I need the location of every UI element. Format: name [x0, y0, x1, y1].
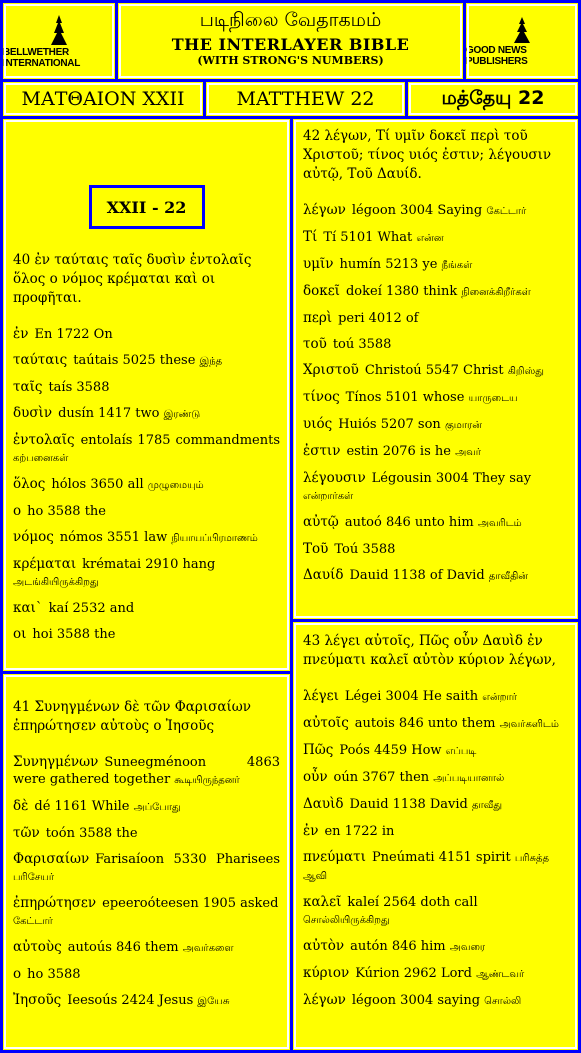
word-entry — [303, 362, 568, 380]
verse-43-entries — [303, 688, 568, 1010]
book-english: MATTHEW 22 — [206, 82, 405, 116]
tamil-gloss: கிறிஸ்து — [507, 366, 544, 377]
word-entry — [13, 992, 280, 1010]
word-entry — [13, 600, 280, 617]
word-entry — [303, 416, 568, 434]
greek-word: Δαυὶδ — [303, 796, 344, 812]
greek-word: κύριον — [303, 965, 350, 981]
transliteration-strongs-gloss: Kúrion 2962 Lord — [355, 966, 472, 981]
tamil-gloss: தாவீதின் — [488, 571, 528, 582]
word-entry — [13, 503, 280, 520]
word-entry — [303, 823, 568, 840]
greek-word: Φαρισαίων — [13, 851, 90, 867]
word-entry — [303, 965, 568, 983]
word-entry — [303, 514, 568, 532]
tamil-gloss: அப்போது — [133, 802, 181, 813]
transliteration-strongs-gloss: krématai 2910 hang — [82, 557, 216, 572]
word-entry — [13, 432, 280, 467]
word-entry — [303, 541, 568, 558]
good-news-logo — [466, 3, 578, 79]
transliteration-strongs-gloss: En 1722 On — [34, 327, 113, 342]
tamil-gloss: பரிசேயர் — [13, 872, 55, 883]
transliteration-strongs-gloss: Toú 3588 — [334, 542, 396, 557]
greek-word: λέγει — [303, 688, 339, 704]
greek-word: ταῖς — [13, 379, 43, 395]
verse-41-panel — [3, 674, 290, 1050]
word-entry — [303, 229, 568, 247]
verse-41-entries — [13, 754, 280, 1010]
word-entry — [303, 715, 568, 733]
greek-word: υμῖν — [303, 256, 334, 272]
verse-42-panel — [293, 119, 578, 619]
verse-40-panel — [3, 119, 290, 671]
book-greek: ΜΑΤΘΑΙΟΝ XXII — [3, 82, 203, 116]
transliteration-strongs-gloss: entolaís 1785 commandments — [80, 433, 280, 448]
word-entry — [13, 895, 280, 930]
transliteration-strongs-gloss: Poós 4459 How — [339, 743, 442, 758]
greek-word: τοῦ — [303, 336, 327, 352]
tamil-gloss: அவர் — [455, 447, 481, 458]
word-entry — [303, 796, 568, 814]
word-entry — [303, 567, 568, 585]
greek-word: Συνηγμένων — [13, 754, 99, 770]
greek-word: ο — [13, 966, 22, 982]
transliteration-strongs-gloss: Légousin 3004 They say — [371, 471, 532, 486]
greek-word: λέγουσιν — [303, 470, 366, 486]
tamil-gloss: எப்படி — [445, 746, 477, 757]
greek-word: δοκεῖ — [303, 283, 340, 299]
greek-word: ἐστιν — [303, 443, 341, 459]
word-entry — [303, 283, 568, 301]
greek-word: ἐντολαῖς — [13, 432, 75, 448]
greek-word: Τί — [303, 229, 318, 245]
transliteration-strongs-gloss: Suneegménoon 4863 were gathered together — [13, 755, 280, 787]
word-entry — [13, 825, 280, 842]
word-entry — [303, 470, 568, 505]
word-entry — [13, 476, 280, 494]
word-entry — [13, 939, 280, 957]
transliteration-strongs-gloss: Christoú 5547 Christ — [364, 363, 504, 378]
subtitle: (WITH STRONG'S NUMBERS) — [197, 54, 384, 67]
tamil-gloss: அவர்களை — [182, 943, 234, 954]
greek-word: δυσὶν — [13, 405, 53, 421]
greek-word: αὐτοὺς — [13, 939, 62, 955]
greek-word: αὐτοῖς — [303, 715, 349, 731]
transliteration-strongs-gloss: Pneúmati 4151 spirit — [371, 850, 511, 865]
greek-word: ἐν — [303, 823, 319, 839]
tamil-gloss: குமாரன் — [444, 420, 482, 431]
transliteration-strongs-gloss: autoó 846 unto him — [344, 515, 474, 530]
transliteration-strongs-gloss: Dauid 1138 David — [349, 797, 468, 812]
transliteration-strongs-gloss: Huiós 5207 son — [338, 417, 441, 432]
greek-word: ὅλος — [13, 476, 46, 492]
word-entry — [303, 443, 568, 461]
tamil-gloss: நினைக்கிறீர்கள் — [461, 287, 531, 298]
tamil-gloss: அவர்களிடம் — [499, 719, 559, 730]
chapter-label: XXII - 22 — [89, 185, 205, 229]
tamil-gloss: கேட்டார் — [13, 916, 53, 927]
transliteration-strongs-gloss: Légei 3004 He saith — [344, 689, 479, 704]
greek-word: αὐτῷ — [303, 514, 339, 530]
tamil-gloss: என்றார் — [482, 692, 517, 703]
greek-word: Ἰησοῦς — [13, 992, 62, 1008]
word-entry — [13, 352, 280, 370]
tamil-gloss: நியாயப்பிரமாணம் — [171, 533, 258, 544]
tamil-gloss: கற்பனைகள் — [13, 453, 69, 464]
tamil-gloss: அவரை — [449, 942, 486, 953]
word-entry — [13, 556, 280, 591]
word-entry — [13, 966, 280, 983]
verse-40-entries — [13, 326, 280, 643]
word-entry — [13, 754, 280, 789]
tamil-gloss: இயேசு — [197, 996, 230, 1007]
word-entry — [13, 798, 280, 816]
transliteration-strongs-gloss: Ieesoús 2424 Jesus — [67, 993, 194, 1008]
greek-word: περὶ — [303, 310, 333, 326]
tamil-gloss: யாருடைய — [468, 393, 518, 404]
verse-43-panel — [293, 622, 578, 1050]
greek-word: νόμος — [13, 529, 54, 545]
transliteration-strongs-gloss: peri 4012 of — [338, 311, 419, 326]
tamil-gloss: இந்த — [199, 356, 223, 367]
transliteration-strongs-gloss: dé 1161 While — [34, 799, 130, 814]
greek-word: αὐτὸν — [303, 938, 345, 954]
bellwether-logo — [3, 3, 115, 79]
good-news-emblem-icon — [507, 15, 537, 45]
transliteration-strongs-gloss: epeeroóteesen 1905 asked — [102, 896, 279, 911]
transliteration-strongs-gloss: oún 3767 then — [333, 770, 430, 785]
transliteration-strongs-gloss: Farisaíoon 5330 Pharisees — [95, 852, 280, 867]
transliteration-strongs-gloss: légoon 3004 saying — [351, 993, 481, 1008]
transliteration-strongs-gloss: Tínos 5101 whose — [345, 390, 465, 405]
word-entry — [13, 379, 280, 396]
word-entry — [13, 529, 280, 547]
verse-41-text: 41 Συνηγμένων δὲ τῶν Φαρισαίων ἐπηρώτησεν αὐτοὺς ο Ἰησοῦς — [13, 699, 251, 734]
transliteration-strongs-gloss: kaí 2532 and — [48, 601, 135, 616]
transliteration-strongs-gloss: autois 846 unto them — [354, 716, 496, 731]
word-entry — [303, 389, 568, 407]
transliteration-strongs-gloss: dusín 1417 two — [58, 406, 160, 421]
greek-word: τῶν — [13, 825, 40, 841]
transliteration-strongs-gloss: hólos 3650 all — [51, 477, 144, 492]
greek-word: Χριστοῦ — [303, 362, 359, 378]
word-entry — [303, 849, 568, 885]
greek-word: δὲ — [13, 798, 29, 814]
tamil-gloss: அவரிடம் — [477, 518, 522, 529]
word-entry — [13, 405, 280, 423]
word-entry — [303, 894, 568, 929]
transliteration-strongs-gloss: taís 3588 — [48, 380, 110, 395]
transliteration-strongs-gloss: dokeí 1380 think — [345, 284, 458, 299]
tamil-gloss: அடங்கியிருக்கிறது — [13, 577, 99, 588]
transliteration-strongs-gloss: Dauid 1138 of David — [349, 568, 485, 583]
greek-word: ἐν — [13, 326, 29, 342]
transliteration-strongs-gloss: en 1722 in — [324, 824, 395, 839]
greek-word: οι — [13, 626, 27, 642]
word-entry — [13, 626, 280, 643]
tamil-gloss: முழுமையும் — [147, 480, 204, 491]
word-entry — [303, 938, 568, 956]
tamil-gloss: என்றார்கள் — [303, 491, 354, 502]
word-entry — [13, 851, 280, 886]
title-block — [118, 3, 463, 79]
word-entry — [303, 256, 568, 274]
tamil-gloss: பரிசுத்த ஆவி — [303, 853, 550, 882]
tamil-gloss: கூடியிருந்தனர் — [174, 775, 240, 786]
left-logo-text: BELLWETHER INTERNATIONAL — [3, 47, 81, 69]
greek-word: καλεῖ — [303, 894, 342, 910]
transliteration-strongs-gloss: ho 3588 the — [27, 504, 106, 519]
verse-42-text: 42 λέγων, Τί υμῖν δοκεῖ περὶ τοῦ Χριστοῦ; τίνος υιός ἐστιν; λέγουσιν αὐτῷ, Τοῦ Δαυίδ. — [303, 128, 552, 182]
word-entry — [303, 336, 568, 353]
greek-word: ἐπηρώτησεν — [13, 895, 97, 911]
word-entry — [303, 688, 568, 706]
transliteration-strongs-gloss: taútais 5025 these — [73, 353, 196, 368]
greek-word: κρέμαται — [13, 556, 77, 572]
transliteration-strongs-gloss: légoon 3004 Saying — [351, 203, 483, 218]
greek-word: και` — [13, 600, 43, 616]
title-english: THE INTERLAYER BIBLE — [171, 35, 410, 54]
tamil-gloss: இரண்டு — [163, 409, 201, 420]
transliteration-strongs-gloss: toón 3588 the — [45, 826, 138, 841]
verse-43-text: 43 λέγει αὐτοῖς, Πῶς οὖν Δαυὶδ ἐν πνεύματι καλεῖ αὐτὸν κύριον λέγων, — [303, 633, 556, 668]
greek-word: λέγων — [303, 202, 346, 218]
tamil-gloss: கேட்டார் — [486, 206, 527, 217]
transliteration-strongs-gloss: humín 5213 ye — [339, 257, 438, 272]
tamil-gloss: நீங்கள் — [441, 260, 473, 271]
right-logo-text: GOOD NEWS PUBLISHERS — [466, 45, 528, 67]
greek-word: ο — [13, 503, 22, 519]
transliteration-strongs-gloss: autón 846 him — [350, 939, 446, 954]
transliteration-strongs-gloss: ho 3588 — [27, 967, 81, 982]
word-entry — [303, 310, 568, 327]
title-tamil: படிநிலை வேதாகமம் — [199, 9, 382, 31]
greek-word: υιός — [303, 416, 333, 432]
greek-word: ταύταις — [13, 352, 68, 368]
greek-word: λέγων — [303, 992, 346, 1008]
verse-42-entries — [303, 202, 568, 585]
transliteration-strongs-gloss: autoús 846 them — [67, 940, 179, 955]
tamil-gloss: ஆண்டவர் — [476, 969, 525, 980]
tamil-gloss: தாவீது — [472, 800, 502, 811]
book-tamil: மத்தேயு 22 — [408, 82, 578, 116]
greek-word: Δαυίδ — [303, 567, 344, 583]
greek-word: οὖν — [303, 769, 328, 785]
tamil-gloss: அப்படியானால் — [433, 773, 505, 784]
transliteration-strongs-gloss: kaleí 2564 doth call — [347, 895, 478, 910]
verse-40-text: 40 ἐν ταύταις ταῖς δυσὶν ἐντολαῖς ὅλος ο νόμος κρέμαται καὶ οι προφῆται. — [13, 252, 252, 306]
tamil-gloss: என்ன — [416, 233, 444, 244]
transliteration-strongs-gloss: estin 2076 is he — [346, 444, 451, 459]
bellwether-emblem-icon — [46, 13, 72, 47]
transliteration-strongs-gloss: toú 3588 — [332, 337, 392, 352]
greek-word: Τοῦ — [303, 541, 329, 557]
greek-word: τίνος — [303, 389, 340, 405]
word-entry — [303, 992, 568, 1010]
word-entry — [303, 769, 568, 787]
word-entry — [13, 326, 280, 343]
greek-word: Πῶς — [303, 742, 334, 758]
tamil-gloss: சொல்லி — [484, 996, 522, 1007]
transliteration-strongs-gloss: hoi 3588 the — [32, 627, 116, 642]
transliteration-strongs-gloss: Tí 5101 What — [323, 230, 413, 245]
greek-word: πνεύματι — [303, 849, 366, 865]
word-entry — [303, 202, 568, 220]
tamil-gloss: சொல்லியிருக்கிறது — [303, 915, 390, 926]
word-entry — [303, 742, 568, 760]
transliteration-strongs-gloss: nómos 3551 law — [59, 530, 168, 545]
